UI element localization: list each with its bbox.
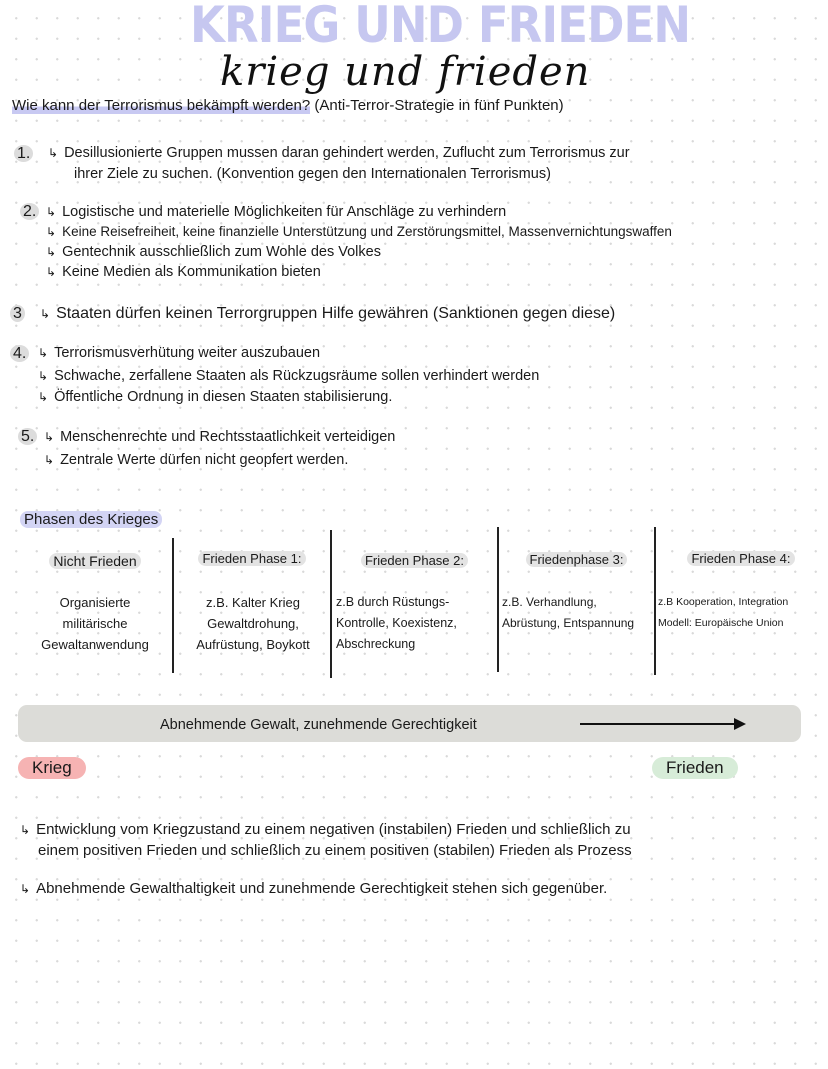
- arrow-icon: ↳: [20, 882, 31, 896]
- point-line: ↳ Gentechnik ausschließlich zum Wohle des Volkes: [46, 244, 381, 260]
- point-line: ↳ Desillusionierte Gruppen mussen daran gehindert werden, Zuflucht zum Terrorismus zur: [48, 145, 630, 161]
- arrow-icon: ↳: [40, 307, 51, 321]
- question-main: Wie kann der Terrorismus bekämpft werden?: [12, 97, 311, 114]
- scale-bar-text: Abnehmende Gewalt, zunehmende Gerechtigkeit: [160, 717, 477, 733]
- phase-body: z.B durch Rüstungs- Kontrolle, Koexistenz, Abschreckung: [336, 595, 457, 651]
- phase-header: Frieden Phase 1:: [174, 551, 330, 566]
- arrow-icon: ↳: [38, 390, 49, 404]
- point-number: 5.: [18, 428, 37, 446]
- point-line: ihrer Ziele zu suchen. (Konvention gegen den Internationalen Terrorismus): [74, 166, 551, 182]
- point-line: ↳ Schwache, zerfallene Staaten als Rückzugsräume sollen verhindert werden: [38, 368, 540, 384]
- conclusion-line: einem positiven Frieden und schließlich zu einem positiven (stabilen) Frieden als Prozess: [38, 842, 632, 859]
- phase-body: z.B. Kalter Krieg Gewaltdrohung, Aufrüstung, Boykott: [196, 595, 310, 652]
- arrow-icon: ↳: [20, 823, 31, 837]
- point-line: ↳ Keine Reisefreiheit, keine finanzielle Unterstützung und Zerstörungsmittel, Massenvernichtungswaffen: [46, 224, 672, 239]
- arrow-icon: ↳: [44, 453, 55, 467]
- point-line: ↳ Zentrale Werte dürfen nicht geopfert werden.: [44, 452, 349, 468]
- arrow-icon: ↳: [44, 430, 55, 444]
- point-number: 2.: [20, 203, 39, 221]
- phase-header: Nicht Frieden: [20, 553, 170, 569]
- point-line: ↳ Staaten dürfen keinen Terrorgruppen Hilfe gewähren (Sanktionen gegen diese): [40, 305, 616, 322]
- arrow-icon: ↳: [46, 225, 57, 239]
- point-line: ↳ Logistische und materielle Möglichkeiten für Anschläge zu verhindern: [46, 204, 507, 220]
- phase-body: z.B. Verhandlung, Abrüstung, Entspannung: [502, 595, 635, 630]
- question: [12, 97, 564, 114]
- title-script: krieg und frieden: [220, 49, 591, 95]
- point-number: 1.: [14, 145, 33, 163]
- phase-header: Friedenphase 3:: [499, 552, 654, 567]
- phase-header: Frieden Phase 2:: [332, 553, 497, 568]
- phase-header: Frieden Phase 4:: [656, 551, 826, 566]
- arrow-icon: ↳: [38, 346, 49, 360]
- peace-label: Frieden: [652, 757, 738, 779]
- conclusion-line: ↳ Abnehmende Gewalthaltigkeit und zunehmende Gerechtigkeit stehen sich gegenüber.: [20, 880, 608, 897]
- phase-body: Organisierte militärische Gewaltanwendung: [41, 595, 149, 652]
- war-label: Krieg: [18, 757, 86, 779]
- point-number: 4.: [10, 345, 29, 363]
- phase-body: z.B Kooperation, Integration Modell: Europäische Union: [658, 596, 789, 629]
- point-number: 3: [10, 305, 25, 323]
- question-aside: (Anti-Terror-Strategie in fünf Punkten): [314, 97, 564, 114]
- column-divider: [497, 527, 499, 672]
- point-line: ↳ Öffentliche Ordnung in diesen Staaten stabilisierung.: [38, 389, 393, 405]
- arrow-icon: ↳: [46, 245, 57, 259]
- arrow-icon: ↳: [38, 369, 49, 383]
- column-divider: [654, 527, 656, 675]
- arrow-right-icon: [578, 714, 748, 734]
- arrow-icon: ↳: [46, 265, 57, 279]
- point-line: ↳ Terrorismusverhütung weiter auszubauen: [38, 345, 321, 361]
- point-line: ↳ Menschenrechte und Rechtsstaatlichkeit verteidigen: [44, 429, 396, 445]
- conclusion-line: ↳ Entwicklung vom Kriegzustand zu einem negativen (instabilen) Frieden und schließlich zu: [20, 821, 631, 838]
- arrow-icon: ↳: [46, 205, 57, 219]
- arrow-icon: ↳: [48, 146, 59, 160]
- title-block-letters: KRIEG UND FRIEDEN: [190, 0, 691, 54]
- point-line: ↳ Keine Medien als Kommunikation bieten: [46, 264, 321, 280]
- phases-heading: Phasen des Krieges: [20, 511, 162, 528]
